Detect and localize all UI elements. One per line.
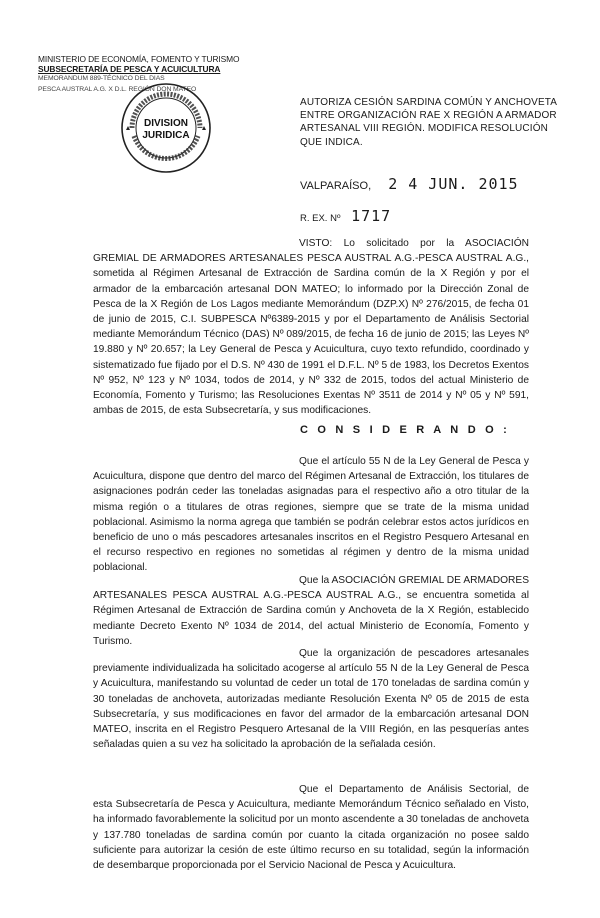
considerando-paragraph-4: Que el Departamento de Análisis Sectorial, de esta Subsecretaría de Pesca y Acuicultura, mediante Memorándum Técnico señalado en Visto, ha informado favorablemente la solicitud por un monto ascendente a 30 toneladas de anchoveta y 137.780 toneladas de sardina común por cuanto la citada organización no posee saldo suficiente para autorizar la cesión de este último recurso en su totalidad, según la información de desembarque proporcionada por el Servicio Nacional de Pesca y Acuicultura. <box>93 784 529 872</box>
ministry-name: MINISTERIO DE ECONOMÍA, FOMENTO Y TURISMO <box>38 54 240 64</box>
considerando-paragraph-1: Que el artículo 55 N de la Ley General de Pesca y Acuicultura, dispone que dentro del marco del Régimen Artesanal de Extracción, los titulares de asignaciones podrán ceder las toneladas asignadas para el respectivo año a otro titular de la misma región o a titulares de otras regiones, siempre que se trate de la misma unidad poblacional. Asimismo la norma agrega que también se podrán celebrar estos actos jurídicos en beneficio de uno o más pescadores artesanales inscritos en el Registro Pesquero Artesanal en el recurso respectivo en regiones no sometidas al régimen y dentro de la misma unidad poblacional. <box>93 456 529 574</box>
stamp-line-2: JURIDICA <box>142 130 190 141</box>
division-juridica-stamp <box>118 80 214 176</box>
stamp-line-1: DIVISION <box>144 118 188 129</box>
resolution-label: R. EX. Nº <box>300 213 341 224</box>
considerando-heading: C O N S I D E R A N D O : <box>300 424 510 436</box>
file-reference: PESCA AUSTRAL A.G. X D.L. REGIÓN DON MATEO <box>38 85 197 93</box>
considerando-paragraph-2: Que la ASOCIACIÓN GREMIAL DE ARMADORES ARTESANALES PESCA AUSTRAL A.G.-PESCA AUSTRAL A.G., se encuentra sometida al Régimen Artesanal de Extracción de Sardina común y Anchoveta de la X Región, establecido mediante Decreto Exento Nº 1034 de 2014, del actual Ministerio de Economía, Fomento y Turismo. <box>93 575 529 647</box>
date-value: 2 4 JUN. 2015 <box>388 175 519 193</box>
date-line <box>300 175 519 193</box>
date-place: VALPARAÍSO, <box>300 180 372 192</box>
subsecretaria-name: SUBSECRETARÍA DE PESCA Y ACUICULTURA <box>38 64 221 75</box>
visto-paragraph: VISTO: Lo solicitado por la ASOCIACIÓN GREMIAL DE ARMADORES ARTESANALES PESCA AUSTRAL A.G.-PESCA AUSTRAL A.G., sometida al Régimen Artesanal de Extracción de Sardina común de la X Región y por el armador de la embarcación artesanal DON MATEO; lo informado por la Dirección Zonal de Pesca de la X Región de Los Lagos mediante Memorándum (DZP.X) Nº 276/2015, de fecha 01 de junio de 2015, C.I. SUBPESCA Nº6389-2015 y por el Departamento de Análisis Sectorial mediante Memorándum Técnico (DAS) Nº 089/2015, de fecha 16 de junio de 2015; las Leyes Nº 19.880 y Nº 20.657; la Ley General de Pesca y Acuicultura, cuyo texto refundido, coordinado y sistematizado fue fijado por el D.S. Nº 430 de 1991 el D.F.L. Nº 5 de 1983, los Decretos Exentos Nº 952, Nº 123 y Nº 1034, todos de 2014, y Nº 332 de 2015, todos del actual Ministerio de Economía, Fomento y Turismo; las Resoluciones Exentas Nº 3511 de 2014 y Nº 05 y Nº 591, ambas de 2015, de esta Subsecretaría, y sus modificaciones. <box>93 238 529 417</box>
considerando-paragraph-3: Que la organización de pescadores artesanales previamente individualizada ha solicitado acogerse al artículo 55 N de la Ley General de Pesca y Acuicultura, manifestando su voluntad de ceder un total de 170 toneladas de sardina común y 30 toneladas de anchoveta, autorizadas mediante Resolución Exenta Nº 05 de 2015 de esta Subsecretaría, y sus modificaciones en favor del armador de la embarcación artesanal DON MATEO, inscrita en el Registro Pesquero Artesanal de la VIII Región, en las pesquerías antes señaladas quien a su vez ha solicitado la aprobación de la señalada cesión. <box>93 648 529 751</box>
resolution-number <box>300 207 391 225</box>
resolution-value: 1717 <box>351 207 392 225</box>
document-title: AUTORIZA CESIÓN SARDINA COMÚN Y ANCHOVETA ENTRE ORGANIZACIÓN RAE X REGIÓN A ARMADOR ARTESANAL VIII REGIÓN. MODIFICA RESOLUCIÓN QUE INDICA. <box>300 97 557 148</box>
memo-reference: MEMORANDUM 889-TÉCNICO DEL DIAS <box>38 75 165 83</box>
